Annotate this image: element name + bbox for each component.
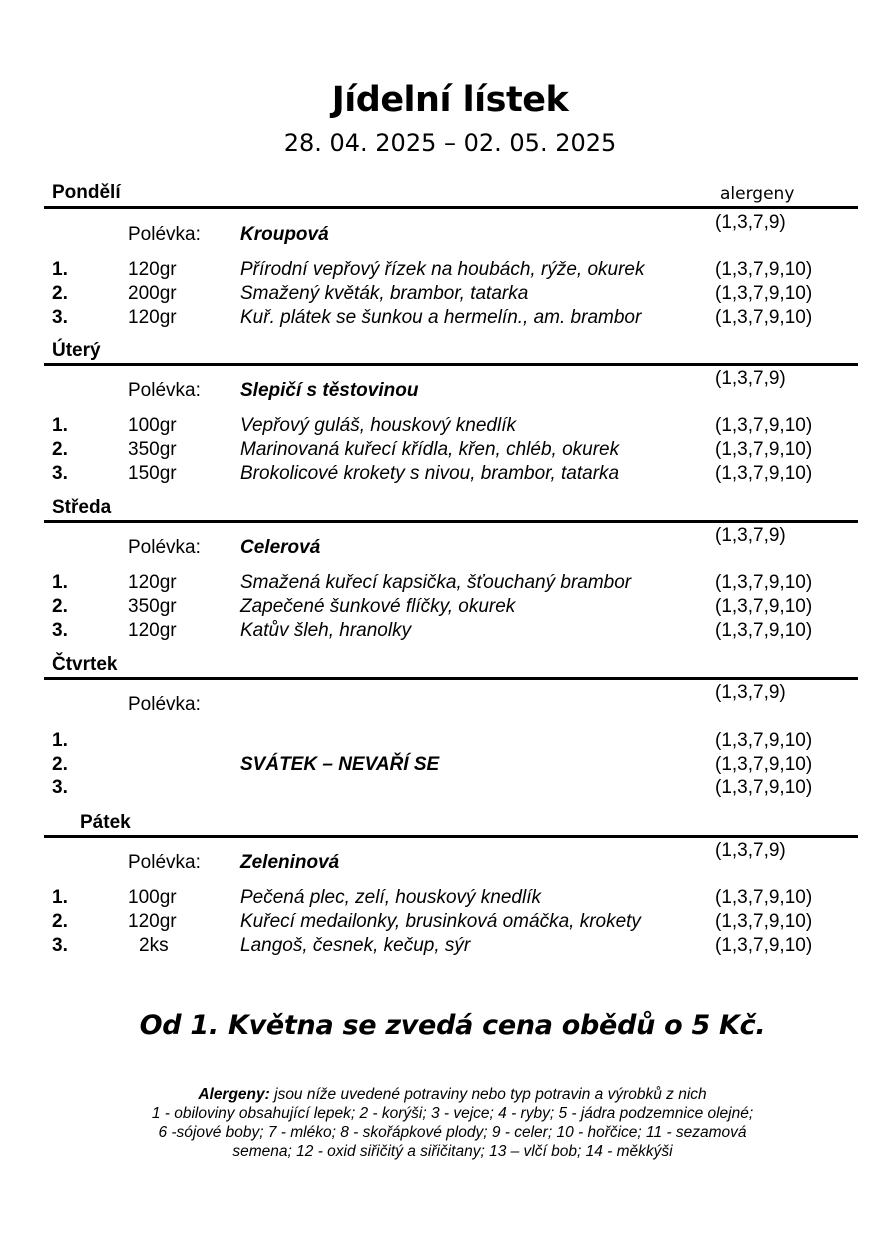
meal-dish: Marinovaná kuřecí křídla, křen, chléb, okurek	[240, 439, 620, 460]
price-notice: Od 1. Května se zvedá cena obědů o 5 Kč.	[139, 1010, 766, 1041]
meal-number: 3.	[52, 620, 68, 641]
meal-dish: Langoš, česnek, kečup, sýr	[240, 935, 471, 956]
soup-allergens: (1,3,7,9)	[715, 525, 786, 546]
soup-label: Polévka:	[128, 380, 201, 401]
page-title: Jídelní lístek	[331, 80, 569, 120]
meal-number: 2.	[52, 283, 68, 304]
meal-dish: Vepřový guláš, houskový knedlík	[240, 415, 517, 436]
meal-weight: 120gr	[128, 259, 177, 280]
day-name: Čtvrtek	[52, 654, 118, 675]
meal-weight: 2ks	[139, 935, 169, 956]
meal-dish: Kuřecí medailonky, brusinková omáčka, krokety	[240, 911, 641, 932]
day-name: Středa	[52, 497, 112, 518]
meal-dish: Pečená plec, zelí, houskový knedlík	[240, 887, 542, 908]
meal-number: 3.	[52, 777, 68, 798]
meal-number: 3.	[52, 463, 68, 484]
day-divider	[44, 835, 858, 838]
meal-allergens: (1,3,7,9,10)	[715, 887, 813, 908]
soup-label: Polévka:	[128, 694, 201, 715]
meal-dish: Smažená kuřecí kapsička, šťouchaný brambor	[240, 572, 632, 593]
meal-weight: 120gr	[128, 911, 177, 932]
legend-line: semena; 12 - oxid siřičitý a siřičitany; 13 – vlčí bob; 14 - měkkýši	[232, 1143, 673, 1160]
day-name: Pátek	[80, 812, 131, 833]
day-divider	[44, 206, 858, 209]
meal-number: 3.	[52, 935, 68, 956]
meal-weight: 100gr	[128, 415, 177, 436]
holiday-notice: SVÁTEK – NEVAŘÍ SE	[240, 754, 440, 775]
meal-number: 1.	[52, 415, 68, 436]
legend-label: Alergeny:	[198, 1086, 270, 1103]
meal-dish: Brokolicové krokety s nivou, brambor, tatarka	[240, 463, 620, 484]
meal-dish: Katův šleh, hranolky	[240, 620, 412, 641]
soup-name: Slepičí s těstovinou	[240, 380, 419, 401]
meal-number: 2.	[52, 596, 68, 617]
meal-weight: 120gr	[128, 572, 177, 593]
meal-weight: 120gr	[128, 307, 177, 328]
soup-label: Polévka:	[128, 224, 201, 245]
meal-allergens: (1,3,7,9,10)	[715, 572, 813, 593]
meal-number: 2.	[52, 911, 68, 932]
meal-weight: 100gr	[128, 887, 177, 908]
meal-allergens: (1,3,7,9,10)	[715, 463, 813, 484]
meal-allergens: (1,3,7,9,10)	[715, 754, 813, 775]
soup-name: Zeleninová	[240, 852, 340, 873]
meal-dish: Přírodní vepřový řízek na houbách, rýže, okurek	[240, 259, 645, 280]
soup-allergens: (1,3,7,9)	[715, 212, 786, 233]
day-divider	[44, 520, 858, 523]
meal-allergens: (1,3,7,9,10)	[715, 730, 813, 751]
meal-number: 1.	[52, 572, 68, 593]
meal-allergens: (1,3,7,9,10)	[715, 259, 813, 280]
day-name: Pondělí	[52, 182, 121, 203]
meal-allergens: (1,3,7,9,10)	[715, 935, 813, 956]
legend-line: 6 -sójové boby; 7 - mléko; 8 - skořápkové plody; 9 - celer; 10 - hořčice; 11 - sezamová	[158, 1124, 747, 1141]
meal-allergens: (1,3,7,9,10)	[715, 439, 813, 460]
soup-allergens: (1,3,7,9)	[715, 840, 786, 861]
day-name: Úterý	[52, 340, 101, 361]
soup-name: Celerová	[240, 537, 321, 558]
meal-weight: 350gr	[128, 596, 177, 617]
meal-number: 3.	[52, 307, 68, 328]
meal-allergens: (1,3,7,9,10)	[715, 307, 813, 328]
meal-allergens: (1,3,7,9,10)	[715, 620, 813, 641]
meal-number: 2.	[52, 754, 68, 775]
meal-weight: 350gr	[128, 439, 177, 460]
allergens-column-header: alergeny	[720, 184, 795, 204]
legend-line: 1 - obiloviny obsahující lepek; 2 - korýši; 3 - vejce; 4 - ryby; 5 - jádra podzemnice olejné;	[151, 1105, 754, 1122]
meal-number: 1.	[52, 259, 68, 280]
soup-label: Polévka:	[128, 537, 201, 558]
day-divider	[44, 363, 858, 366]
meal-number: 1.	[52, 730, 68, 751]
soup-name: Kroupová	[240, 224, 329, 245]
meal-weight: 120gr	[128, 620, 177, 641]
meal-allergens: (1,3,7,9,10)	[715, 283, 813, 304]
meal-dish: Smažený květák, brambor, tatarka	[240, 283, 529, 304]
meal-dish: Kuř. plátek se šunkou a hermelín., am. brambor	[240, 307, 642, 328]
soup-label: Polévka:	[128, 852, 201, 873]
meal-allergens: (1,3,7,9,10)	[715, 596, 813, 617]
legend-intro	[0, 1085, 875, 1104]
day-divider	[44, 677, 858, 680]
allergen-legend	[0, 1085, 875, 1161]
date-range: 28. 04. 2025 – 02. 05. 2025	[283, 129, 617, 157]
meal-allergens: (1,3,7,9,10)	[715, 911, 813, 932]
legend-intro-text: jsou níže uvedené potraviny nebo typ potravin a výrobků z nich	[269, 1086, 707, 1103]
meal-number: 1.	[52, 887, 68, 908]
meal-weight: 200gr	[128, 283, 177, 304]
meal-number: 2.	[52, 439, 68, 460]
soup-allergens: (1,3,7,9)	[715, 368, 786, 389]
soup-allergens: (1,3,7,9)	[715, 682, 786, 703]
meal-allergens: (1,3,7,9,10)	[715, 777, 813, 798]
meal-allergens: (1,3,7,9,10)	[715, 415, 813, 436]
meal-dish: Zapečené šunkové flíčky, okurek	[240, 596, 516, 617]
meal-weight: 150gr	[128, 463, 177, 484]
